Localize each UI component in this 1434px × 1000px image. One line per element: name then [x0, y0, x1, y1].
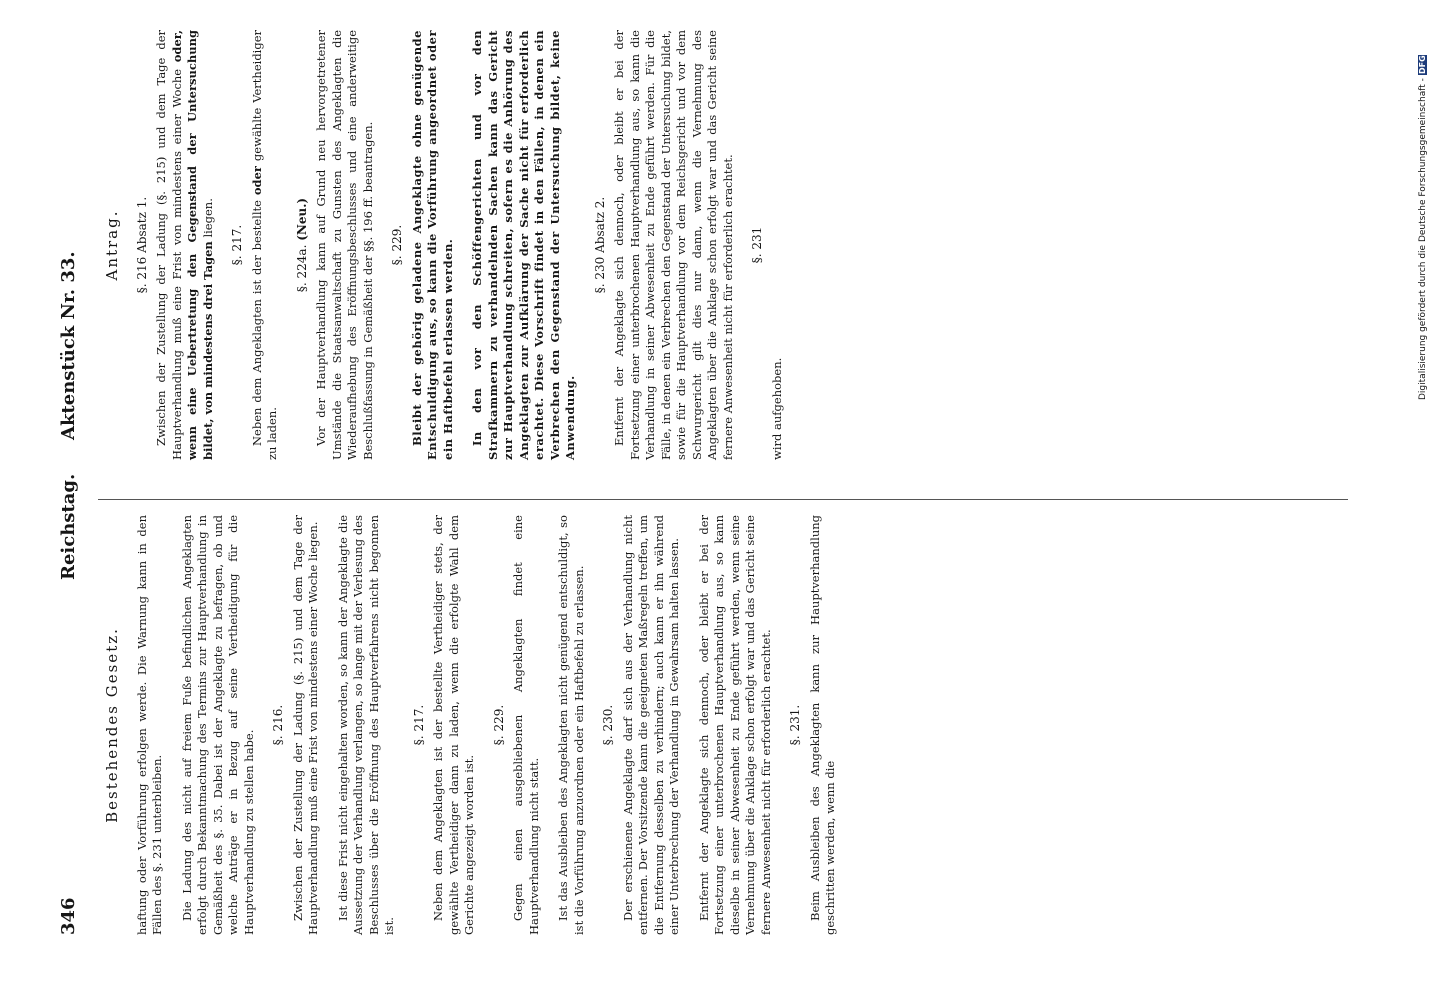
left-p229a: Gegen einen ausgebliebenen Angeklagten findet eine Hauptverhandlung nicht statt.	[511, 515, 541, 935]
left-intro2: Die Ladung des nicht auf freiem Fuße befindlichen Angeklagten erfolgt durch Bekanntmachung des Termins zur Hauptverhandlung in Gemäßheit des §. 35. Dabei ist der Angeklagte zu befragen, ob und welche Anträge er in Bezug auf seine Vertheidigung für die Hauptverhandlung zu stellen habe.	[179, 515, 256, 935]
left-p231-head: §. 231.	[788, 704, 802, 746]
right-p224-new: (Neu.)	[294, 197, 309, 241]
right-p224: Vor der Hauptverhandlung kann auf Grund neu hervorgetretener Umstände die Staatsanwaltschaft zu Gunsten des Angeklagten die Wiederaufhebung des Eröffnungsbeschlusses und eine anderweitige Beschlußfassung in Gemäßheit der §§. 196 ff. beantragen.	[314, 30, 375, 460]
left-p230-head: §. 230.	[601, 704, 615, 746]
right-p216-post: liegen.	[200, 198, 215, 238]
digitization-ribbon	[1418, 8, 1432, 400]
left-p216b: Ist diese Frist nicht eingehalten worden, so kann der Angeklagte die Aussetzung der Verhandlung verlangen, so lange mit der Verlesung des Beschlusses über die Eröffnung des Hauptverfahrens nicht begonnen ist.	[335, 515, 396, 935]
right-p217-post: gewählte Vertheidiger zu laden.	[249, 29, 279, 460]
right-p217	[250, 30, 281, 460]
right-p229b: In den vor den Schöffengerichten und vor den Strafkammern zu verhandelnden Sachen kann das Gericht zur Hauptverhandlung schreiten, sofern es die Anhörung des Angeklagten zur Aufklärung der Sache nicht für erforderlich erachtet. Diese Vorschrift findet in den Fällen, in denen ein Verbrechen den Gegenstand der Untersuchung bildet, keine Anwendung.	[470, 30, 577, 460]
right-p216-pre: Zwischen der Zustellung der Ladung (§. 215) und dem Tage der Hauptverhandlung muß eine Frist von mindestens einer Woche	[154, 30, 184, 460]
dfg-logo: DFG	[1418, 55, 1427, 75]
document-title: Aktenstück Nr. 33.	[58, 251, 79, 440]
left-p230b: Entfernt der Angeklagte sich dennoch, oder bleibt er bei der Fortsetzung einer unterbrochenen Hauptverhandlung aus, so kann dieselbe in seiner Abwesenheit zu Ende geführt werden, wenn seine Vernehmung über die Anklage schon erfolgt war und das Gericht seine fernere Anwesenheit nicht für erforderlich erachtet.	[696, 515, 773, 935]
right-p217-head: §. 217.	[230, 224, 244, 266]
left-p231: Beim Ausbleiben des Angeklagten kann zur Hauptverhandlung geschritten werden, wenn die	[807, 515, 837, 935]
right-p230-head: §. 230 Absatz 2.	[592, 196, 607, 294]
right-p217-bold: oder	[249, 166, 264, 196]
right-p229a: Bleibt der gehörig geladene Angeklagte ohne genügende Entschuldigung aus, so kann die Vorführung angeordnet oder ein Haftbefehl erlassen werden.	[409, 30, 455, 460]
page-number: 346	[58, 897, 79, 935]
left-p217-head: §. 217.	[411, 704, 426, 746]
publication-title: Reichstag.	[58, 473, 79, 580]
right-p216	[154, 30, 216, 460]
right-p231-head: §. 231	[750, 226, 764, 264]
left-p217: Neben dem Angeklagten ist der bestellte Vertheidiger stets, der gewählte Vertheidiger dann zu laden, wenn die erfolgte Wahl dem Gerichte angezeigt worden ist.	[431, 515, 476, 935]
left-p216: Zwischen der Zustellung der Ladung (§. 215) und dem Tage der Hauptverhandlung muß eine Frist von mindestens einer Woche liegen.	[290, 515, 320, 935]
right-p216-head: §. 216 Absatz 1.	[134, 196, 149, 294]
left-p229b: Ist das Ausbleiben des Angeklagten nicht genügend entschuldigt, so ist die Vorführung anzuordnen oder ein Haftbefehl zu erlassen.	[556, 515, 586, 935]
right-p230: Entfernt der Angeklagte sich dennoch, oder bleibt er bei der Fortsetzung einer unterbrochenen Hauptverhandlung aus, so kann die Verhandlung in seiner Abwesenheit zu Ende geführt werden. Für die Fälle, in denen ein Verbrechen den Gegenstand der Untersuchung bildet, sowie für die Hauptverhandlung vor dem Reichsgericht und vor dem Schwurgericht gilt dies nur dann, wenn die Vernehmung des Angeklagten über die Anklage schon erfolgt war und das Gericht seine fernere Anwesenheit nicht für erforderlich erachtet.	[612, 30, 735, 460]
left-heading: Bestehendes Gesetz.	[103, 627, 121, 823]
right-p229-head: §. 229.	[390, 224, 404, 266]
right-p217-pre: Neben dem Angeklagten ist der bestellte	[249, 200, 264, 446]
left-p216-head: §. 216.	[271, 704, 285, 746]
left-p230a: Der erschienene Angeklagte darf sich aus der Verhandlung nicht entfernen. Der Vorsitzende kann die geeigneten Maßregeln treffen, um die Entfernung desselben zu verhindern; auch kann er ihn während einer Unterbrechung der Verhandlung in Gewahrsam halten lassen.	[620, 515, 681, 935]
right-p231: wird aufgehoben.	[769, 357, 784, 460]
right-p224-number: §. 224a.	[294, 244, 309, 293]
left-p229-head: §. 229.	[491, 704, 506, 746]
right-p216-bold: oder, wenn eine Uebertretung den Gegenstand der Untersuchung bildet, von mindestens drei Tagen	[169, 30, 215, 460]
left-column	[105, 515, 853, 935]
left-intro: haftung oder Vorführung erfolgen werde. Die Warnung kann in den Fällen des §. 231 unterbleiben.	[134, 515, 164, 935]
column-divider	[98, 499, 1348, 500]
right-column	[105, 30, 799, 460]
right-heading: Antrag.	[103, 209, 121, 281]
right-p224-head	[295, 30, 311, 460]
ribbon-text: Digitalisierung gefördert durch die Deutsche Forschungsgemeinschaft -	[1418, 78, 1428, 400]
